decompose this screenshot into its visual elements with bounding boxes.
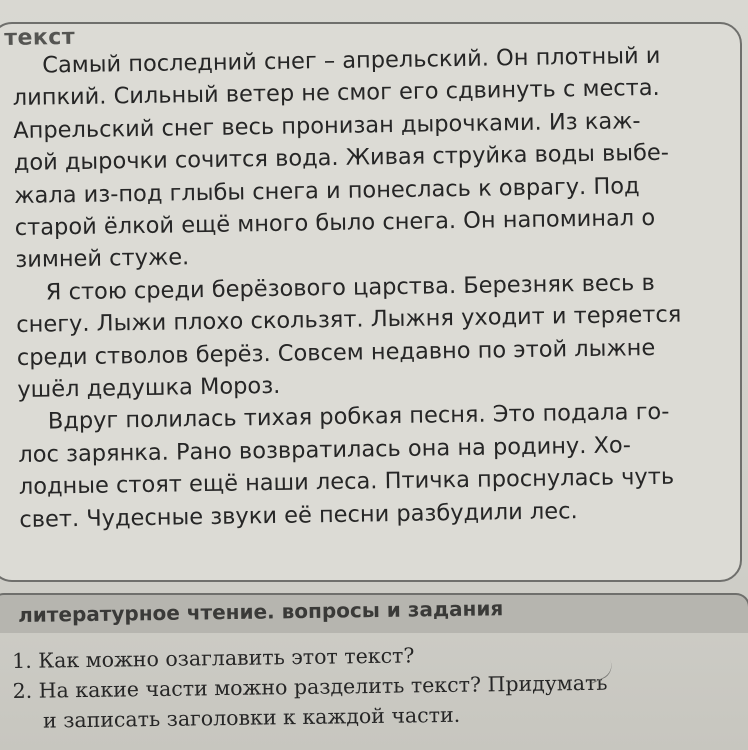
text-line: снегу. Лыжи плохо скользят. Лыжня уходит и теряется [16,301,682,339]
text-line: липкий. Сильный ветер не смог его сдвинуть с места. [12,75,660,112]
text-line: Вдруг полилась тихая робкая песня. Это подала го- [47,399,670,435]
question-line: и записать заголовки к каждой части. [42,702,461,733]
text-line: дой дырочки сочится вода. Живая струйка воды выбе- [13,139,670,177]
text-line: зимней стуже. [15,244,190,274]
text-line: лос зарянка. Рано возвратилась она на родину. Хо- [18,432,632,468]
question-item [12,666,743,736]
questions-list [12,636,743,736]
paragraph-1 [12,39,735,277]
text-line: лодные стоят ещё наши леса. Птичка проснулась чуть [18,463,675,501]
paragraph-3 [18,395,740,536]
text-line: жала из-под глыбы снега и понеслась к оврагу. Под [14,172,640,209]
text-line: Я стою среди берёзового царства. Березняк весь в [45,269,655,306]
text-body [12,39,740,536]
text-line: Самый последний снег – апрельский. Он плотный и [42,42,661,79]
section-label: текст [4,24,76,51]
question-line: 2. На какие части можно разделить текст? Придумать [12,670,608,703]
text-line: свет. Чудесные звуки её песни разбудили лес. [19,497,578,533]
text-line: старой ёлкой ещё много было снега. Он напоминал о [14,204,656,242]
text-line: ушёл дедушка Мороз. [17,372,281,404]
text-line: среди стволов берёз. Совсем недавно по этой лыжне [16,334,656,371]
text-line: Апрельский снег весь пронизан дырочками. Из каж- [13,107,641,144]
paragraph-2 [16,266,738,407]
question-line: 1. Как можно озаглавить этот текст? [12,643,415,673]
questions-header: литературное чтение. вопросы и задания [18,596,504,627]
